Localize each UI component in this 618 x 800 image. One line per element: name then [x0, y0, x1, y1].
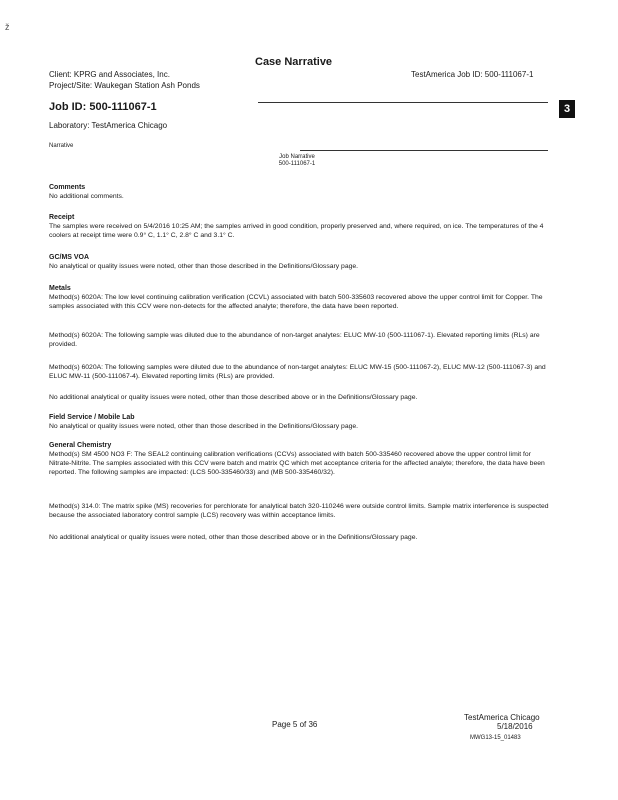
section-general-chemistry	[49, 441, 549, 478]
job-narrative-line2: 500-111067-1	[278, 161, 316, 167]
paragraph: No additional analytical or quality issues were noted, other than those described above or in the Definitions/Glossary page.	[49, 394, 418, 401]
footer-date: 5/18/2016	[497, 722, 533, 731]
section-receipt	[49, 213, 549, 240]
paragraph: Method(s) SM 4500 NO3 F: The SEAL2 continuing calibration verifications (CCVs) associated with batch 500-335460 recovered above the upper control limit for Nitrate-Nitrite. The samples associated with this CCV were batch and matrix QC which met acceptance criteria for the affected analyte; therefore, the data have been reported. The following samples are impacted: (LCS 500-335460/33) and (MB 500-335460/32).	[49, 451, 545, 477]
laboratory-line: Laboratory: TestAmerica Chicago	[49, 121, 168, 130]
footer-doc-code: MWG13-15_01483	[470, 735, 521, 741]
job-narrative-heading	[262, 154, 332, 168]
narrative-label: Narrative	[49, 143, 74, 149]
page-number: Page 5 of 36	[272, 720, 318, 729]
section-comments	[49, 183, 549, 201]
section-title: Field Service / Mobile Lab	[49, 414, 135, 421]
section-title: Metals	[49, 285, 71, 292]
section-title: General Chemistry	[49, 442, 112, 449]
paragraph: Method(s) 6020A: The following sample was diluted due to the abundance of non-target analytes: ELUC MW-10 (500-111067-1). Elevated reporting limits (RLs) are provided.	[49, 332, 540, 349]
section-badge: 3	[559, 100, 575, 118]
narrative-rule	[300, 150, 548, 151]
footer-lab-name: TestAmerica Chicago	[464, 713, 540, 722]
section-general-chemistry-p2	[49, 502, 549, 520]
job-narrative-line1: Job Narrative	[279, 154, 315, 160]
paragraph: Method(s) 6020A: The low level continuing calibration verification (CCVL) associated with batch 500-335603 recovered above the upper control limit for Copper. The samples associated with this CCV were non-detects for the affected analyte; therefore, the data have been reported.	[49, 294, 543, 311]
paragraph: No analytical or quality issues were noted, other than those described in the Definitions/Glossary page.	[49, 263, 359, 270]
section-title: GC/MS VOA	[49, 254, 90, 261]
job-id: Job ID: 500-111067-1	[49, 101, 157, 113]
section-metals-p2	[49, 331, 549, 349]
page-mark: ž	[5, 22, 10, 32]
header-rule	[258, 102, 548, 103]
project-line: Project/Site: Waukegan Station Ash Ponds	[49, 81, 200, 90]
paragraph: Method(s) 314.0: The matrix spike (MS) recoveries for perchlorate for analytical batch 320-110246 were outside control limits. Sample matrix interference is suspected because the associated laboratory control sample (LCS) recovery was within acceptance limits.	[49, 503, 549, 520]
paragraph: No analytical or quality issues were noted, other than those described in the Definitions/Glossary page.	[49, 423, 359, 430]
section-title: Comments	[49, 184, 86, 191]
page-title: Case Narrative	[255, 56, 333, 68]
section-title: Receipt	[49, 214, 75, 221]
section-gcms-voa	[49, 253, 549, 271]
paragraph: Method(s) 6020A: The following samples were diluted due to the abundance of non-target analytes: ELUC MW-15 (500-111067-2), ELUC MW-12 (500-111067-3) and ELUC MW-11 (500-111067-4). Elevated reporting limits (RLs) are provided.	[49, 364, 546, 381]
section-metals	[49, 284, 549, 311]
section-general-chemistry-p3	[49, 533, 549, 542]
paragraph: The samples were received on 5/4/2016 10:25 AM; the samples arrived in good condition, properly preserved and, where required, on ice. The temperatures of the 4 coolers at receipt time were 0.9° C, 1.1° C, 2.8° C and 3.1° C.	[49, 223, 544, 240]
section-metals-p4	[49, 393, 549, 402]
lab-job-id: TestAmerica Job ID: 500-111067-1	[411, 70, 534, 79]
section-field-service	[49, 413, 549, 431]
section-metals-p3	[49, 363, 549, 381]
paragraph: No additional analytical or quality issues were noted, other than those described above or in the Definitions/Glossary page.	[49, 534, 418, 541]
client-line: Client: KPRG and Associates, Inc.	[49, 70, 170, 79]
paragraph: No additional comments.	[49, 193, 124, 200]
